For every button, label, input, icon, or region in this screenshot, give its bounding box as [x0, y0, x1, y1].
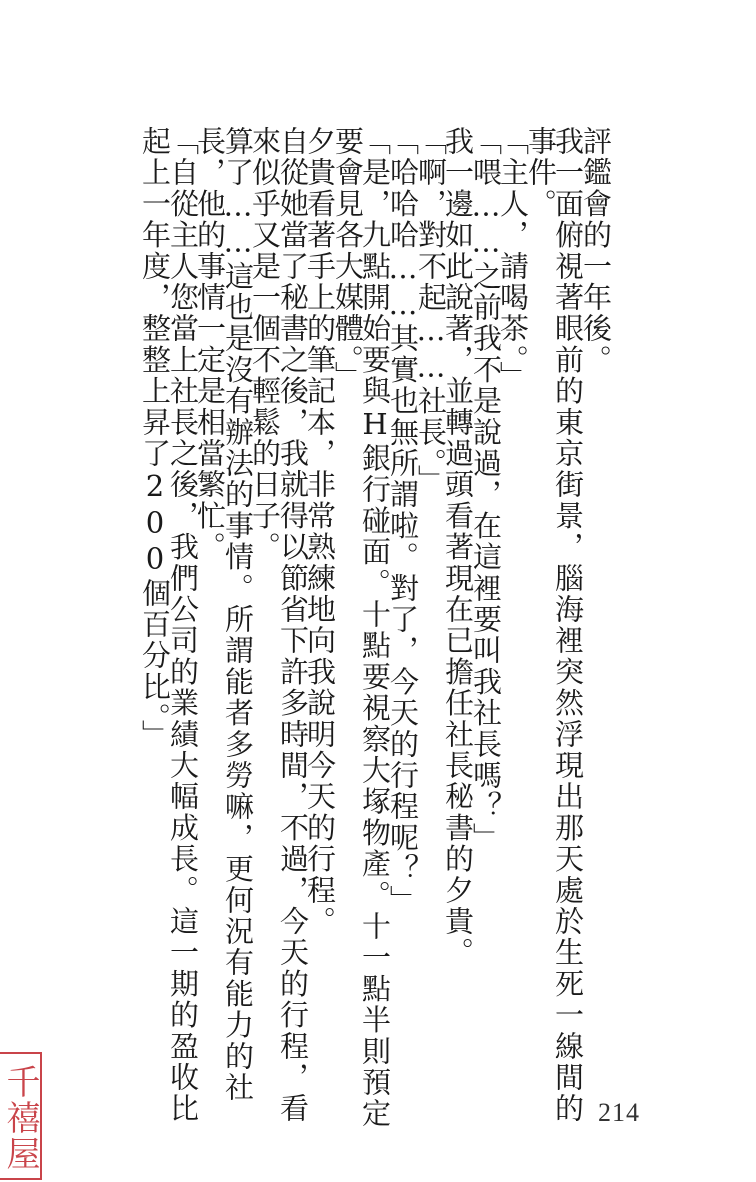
text-column-13: 來似乎又是一個不輕鬆的日子。 [248, 126, 282, 563]
text-column-11: 夕貴看著手上的筆記本，非常熟練地向我說明今天的行程。 [303, 126, 337, 938]
text-column-4: 「主人，請喝茶。」 [496, 126, 530, 393]
text-column-16: 「自從主人您當上社長之後，我們公司的業績大幅成長。這一期的盈收比 [166, 126, 200, 1125]
text-column-1: 評鑑會的一年後。 [579, 126, 613, 376]
text-column-10: 要會見各大媒體。」 [331, 126, 365, 393]
text-column-12: 自從她當了秘書之後，我就得以節省下許多時間，不過，今天的行程，看 [276, 126, 310, 1125]
publisher-seal-stamp: 千禧屋 [0, 1052, 42, 1180]
text-column-7: 「啊，對不起……社長。」 [414, 126, 448, 496]
text-column-9: 「是，九點開始要與H銀行碰面。十點要視察大塚物產。十一點半則預定 [358, 126, 392, 1130]
text-column-2: 我一面俯視著眼前的東京街景，腦海裡突然浮現出那天處於生死一線間的 [551, 126, 585, 1125]
page-number: 214 [598, 1098, 640, 1127]
text-column-6: 我一邊如此說著，並轉過頭看著現在已擔任社長秘書的夕貴。 [441, 126, 475, 969]
text-column-5: 「喂……之前我不是說過，在這裡要叫我社長嗎？」 [469, 126, 503, 854]
text-column-15: 長，他的事情一定是相當繁忙。 [193, 126, 227, 563]
text-column-17: 起上一年度，整整上昇了200個百分比。」 [138, 126, 172, 751]
text-column-3: 事件。 [524, 126, 558, 220]
text-column-14: 算了……這也是沒有辦法的事情。所謂能者多勞嘛，更何況有能力的社 [221, 126, 255, 1104]
text-column-8: 「哈哈哈……其實也無所謂啦。對了，今天的行程呢？」 [386, 126, 420, 916]
